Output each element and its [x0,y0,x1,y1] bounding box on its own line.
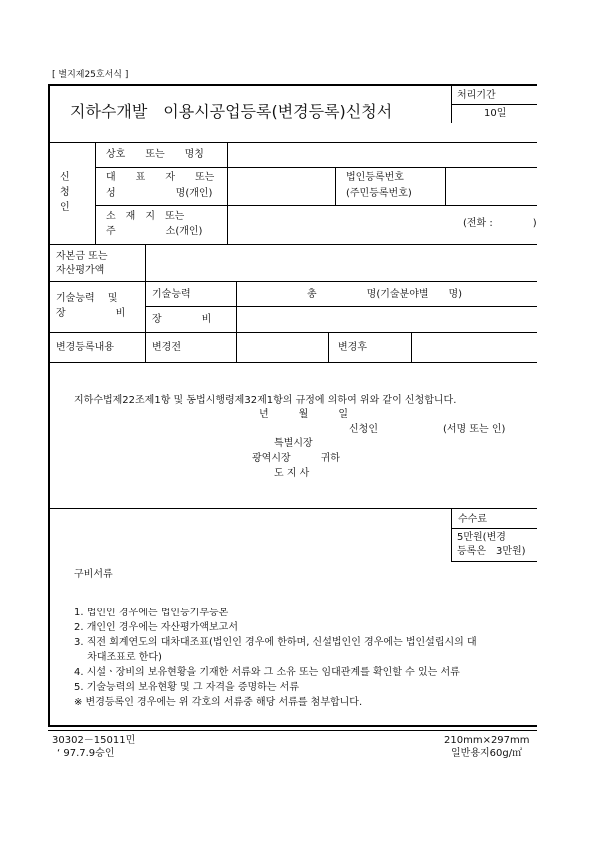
capital-label-1: 자본금 또는 [56,251,108,262]
required-doc-item: 5. 기술능력의 보유현황 및 그 자격을 증명하는 서류 [74,682,299,693]
footer-paper-size: 210mm×297mm [444,735,530,746]
applicant-side-label-2: 청 [60,187,70,198]
statement-applicant: 신청인 [349,424,378,435]
tech-equip-label-2: 장 비 [56,308,126,319]
applicant-side-label-1: 신 [60,172,70,183]
change-content-label: 변경등록내용 [56,342,114,353]
tech-ability-label: 기술능력 [152,289,191,300]
statement-sign: (서명 또는 인) [443,424,506,435]
trade-name-label: 상호 또는 명칭 [106,149,204,160]
frame-bottom-line [48,730,537,731]
statement-text: 지하수법제22조제1항 및 동법시행령제32제1항의 규정에 의하여 위와 같이 신청합니다. [74,395,457,406]
address-field[interactable] [229,207,459,243]
required-doc-item: 2. 개인인 경우에는 자산평가액보고서 [74,622,238,633]
footer-form-code: 30302－15011민 [52,735,136,746]
trade-name-field[interactable] [229,144,535,166]
required-doc-item: ※ 변경등록인 경우에는 위 각호의 서류중 해당 서류를 첨부합니다. [74,697,363,708]
required-doc-item: 3. 직전 회계연도의 대차대조표(법인인 경우에 한하며, 신설법인인 경우에는 법인설립시의 대 [74,637,477,648]
statement-addressee-3: 도 지 사 [274,468,310,479]
applicant-side-label-3: 인 [60,202,70,213]
processing-period-value: 10일 [484,108,507,119]
required-doc-item: 차대조표로 한다) [74,652,162,663]
capital-field[interactable] [147,246,535,280]
footer-paper-weight: 일반용지60g/㎡ [451,748,523,759]
form-title: 지하수개발 이용시공업등록(변경등록)신청서 [70,102,393,121]
change-before-field[interactable] [238,334,326,361]
representative-field[interactable] [229,169,333,204]
address-label-2: 주 소(개인) [106,226,203,237]
equipment-label: 장 비 [152,314,212,325]
footer-approval-date: ‘ 97.7.9승인 [57,748,115,759]
tech-equip-label-1: 기술능력 및 [56,293,118,304]
statement-addressee-2: 광역시장 귀하 [252,453,340,464]
capital-label-2: 자산평가액 [56,265,105,276]
statement-date: 년 월 일 [259,409,348,420]
required-doc-item: 1. 법인인 경우에는 법인등기부등본 [74,608,229,618]
processing-period-label: 처리기간 [457,90,496,101]
representative-label-2: 성 명(개인) [106,188,213,199]
tech-ability-desc: 총 명(기술분야별 명) [307,289,463,300]
corp-reg-no-label-2: (주민등록번호) [346,188,412,199]
change-after-label: 변경후 [338,342,367,353]
address-label-1: 소 재 지 또는 [106,211,185,222]
fee-line-1: 5만원(변경 [457,532,506,543]
corp-reg-no-field[interactable] [447,169,535,204]
change-after-field[interactable] [413,334,535,361]
fee-line-2: 등록은 3만원) [457,546,526,557]
equipment-field[interactable] [238,308,535,331]
form-reference: [ 별지제25호서식 ] [52,70,129,80]
required-docs-list [74,608,537,713]
fee-label: 수수료 [458,514,487,525]
statement-addressee-1: 특별시장 [274,438,313,449]
corp-reg-no-label-1: 법인등록번호 [346,172,404,183]
required-doc-item: 4. 시설ㆍ장비의 보유현황을 기재한 서류와 그 소유 또는 임대관계를 확인할 수 있는 서류 [74,667,460,678]
required-docs-title: 구비서류 [74,569,113,580]
representative-label-1: 대 표 자 또는 [106,172,215,183]
change-before-label: 변경전 [152,342,181,353]
phone-label: (전화 : ) [463,218,537,229]
